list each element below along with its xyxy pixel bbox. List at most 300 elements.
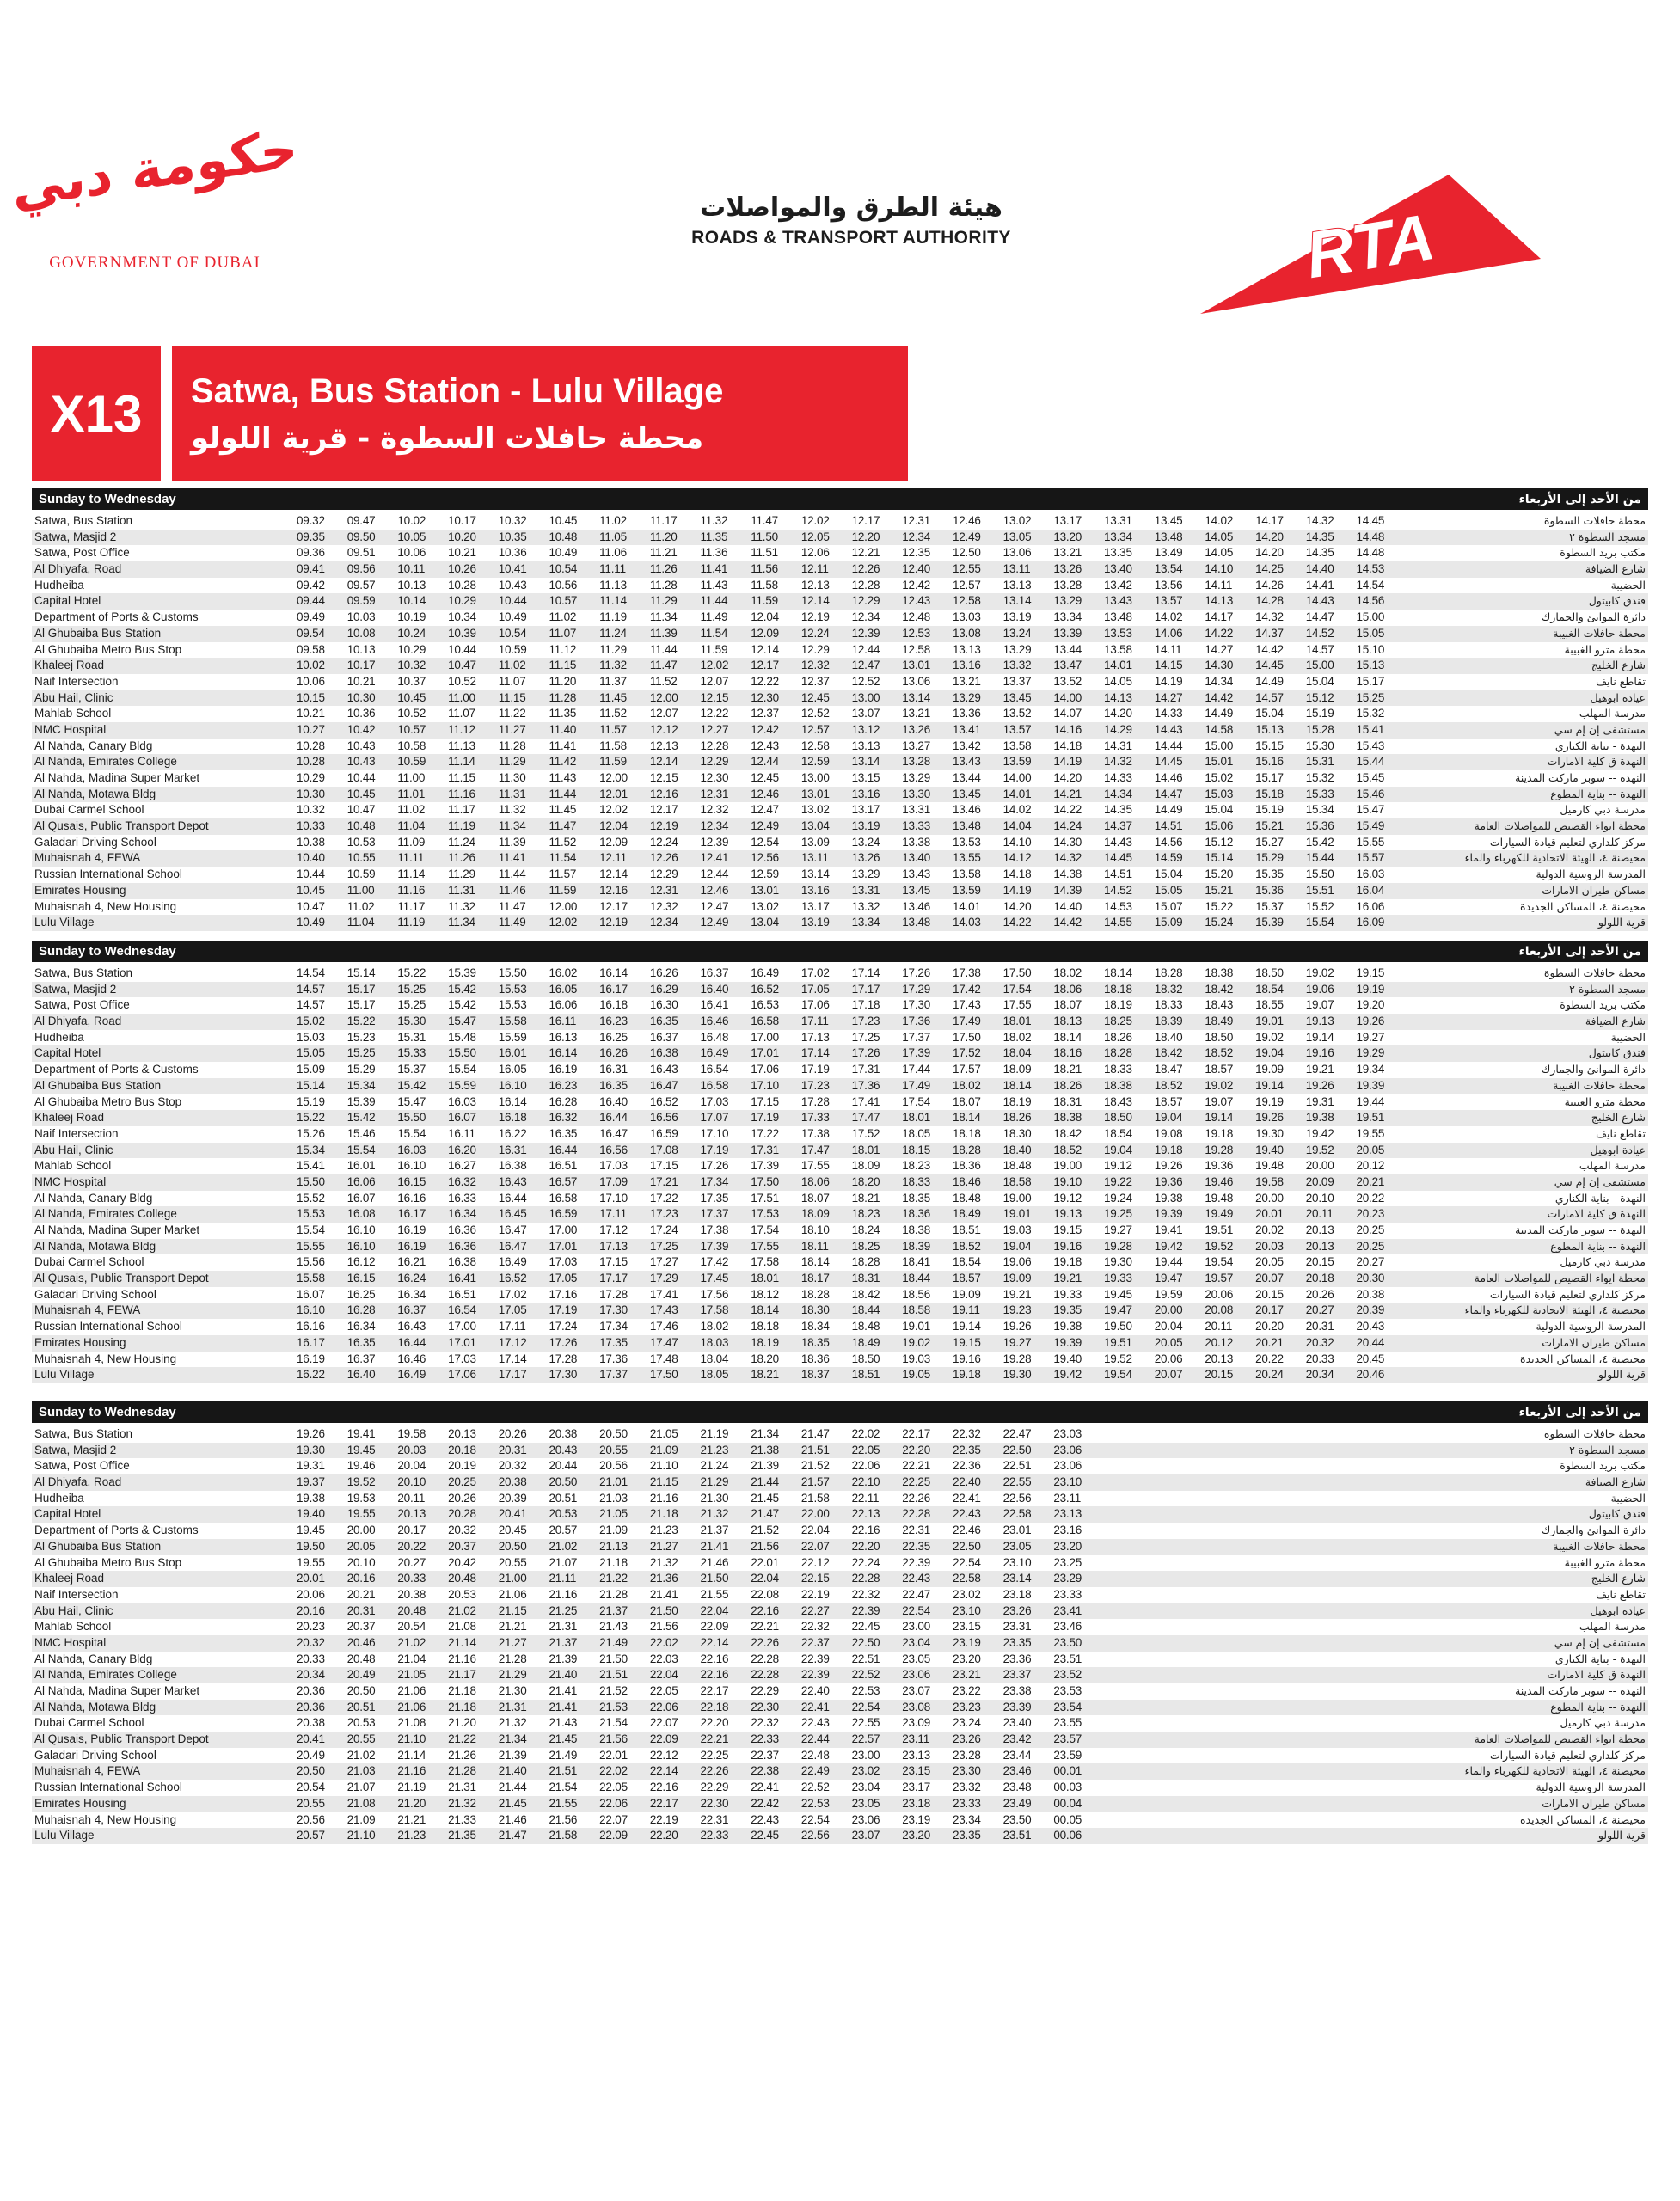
stop-name: Al Ghubaiba Bus Station bbox=[34, 1539, 162, 1553]
departure-time: 10.48 bbox=[346, 819, 376, 833]
departure-time: 19.26 bbox=[1255, 1111, 1284, 1125]
departure-time: 20.27 bbox=[397, 1555, 426, 1569]
departure-time: 15.44 bbox=[1305, 851, 1334, 865]
departure-time: 18.48 bbox=[1002, 1159, 1032, 1173]
departure-time: 21.18 bbox=[649, 1507, 678, 1521]
departure-time: 17.03 bbox=[700, 1094, 729, 1108]
departure-time: 12.05 bbox=[800, 530, 830, 543]
departure-time: 16.48 bbox=[700, 1030, 729, 1044]
departure-time: 21.14 bbox=[397, 1748, 426, 1762]
departure-time: 20.50 bbox=[297, 1764, 325, 1778]
departure-time: 20.33 bbox=[397, 1572, 426, 1585]
departure-time: 23.48 bbox=[1002, 1781, 1032, 1794]
departure-time: 11.17 bbox=[448, 803, 475, 817]
departure-time: 22.07 bbox=[599, 1812, 628, 1826]
departure-time: 10.45 bbox=[397, 690, 426, 704]
departure-time: 18.03 bbox=[700, 1335, 729, 1349]
departure-time: 12.24 bbox=[800, 626, 830, 640]
departure-time: 19.24 bbox=[1104, 1191, 1132, 1205]
stop-name: Galadari Driving School bbox=[34, 835, 156, 849]
departure-time: 12.17 bbox=[649, 803, 678, 817]
departure-time: 10.17 bbox=[448, 514, 476, 527]
departure-time: 13.02 bbox=[1002, 514, 1032, 527]
departure-time: 17.39 bbox=[902, 1046, 931, 1060]
departure-time: 20.36 bbox=[297, 1684, 325, 1697]
departure-time: 15.00 bbox=[1356, 610, 1385, 624]
departure-time: 21.14 bbox=[448, 1635, 476, 1649]
departure-time: 16.07 bbox=[346, 1191, 376, 1205]
stop-name: Al Ghubaiba Metro Bus Stop bbox=[34, 642, 182, 656]
stop-name-arabic: مسجد السطوة ٢ bbox=[1569, 1443, 1646, 1456]
departure-time: 12.35 bbox=[902, 546, 931, 560]
departure-time: 23.26 bbox=[1002, 1603, 1032, 1617]
departure-time: 20.11 bbox=[1205, 1320, 1233, 1333]
departure-time: 14.01 bbox=[1002, 787, 1032, 800]
departure-time: 22.27 bbox=[800, 1603, 830, 1617]
departure-time: 20.13 bbox=[1305, 1239, 1334, 1253]
departure-time: 14.58 bbox=[1205, 722, 1234, 736]
departure-time: 16.49 bbox=[751, 966, 779, 979]
departure-time: 12.11 bbox=[599, 851, 627, 865]
departure-time: 11.29 bbox=[649, 594, 678, 608]
departure-time: 20.32 bbox=[297, 1635, 325, 1649]
departure-time: 16.15 bbox=[346, 1272, 376, 1285]
departure-time: 20.21 bbox=[1356, 1174, 1385, 1188]
departure-time: 22.16 bbox=[851, 1524, 880, 1537]
departure-time: 10.54 bbox=[549, 562, 578, 576]
departure-time: 18.28 bbox=[800, 1287, 830, 1301]
departure-time: 20.38 bbox=[297, 1716, 325, 1730]
day-range-label-arabic: من الأحد إلى الأربعاء bbox=[1518, 1405, 1641, 1419]
departure-time: 20.22 bbox=[397, 1539, 426, 1553]
departure-time: 10.45 bbox=[346, 787, 376, 800]
departure-time: 22.13 bbox=[851, 1507, 880, 1521]
departure-time: 16.37 bbox=[649, 1030, 678, 1044]
departure-time: 15.46 bbox=[1356, 787, 1385, 800]
departure-time: 21.47 bbox=[800, 1427, 830, 1440]
departure-time: 20.02 bbox=[1255, 1223, 1284, 1236]
departure-time: 16.44 bbox=[549, 1143, 578, 1156]
departure-time: 19.11 bbox=[952, 1303, 980, 1317]
departure-time: 15.29 bbox=[1255, 851, 1284, 865]
departure-time: 18.19 bbox=[751, 1335, 779, 1349]
departure-time: 19.16 bbox=[1053, 1239, 1082, 1253]
departure-time: 20.06 bbox=[1154, 1352, 1183, 1365]
departure-time: 17.13 bbox=[599, 1239, 628, 1253]
departure-time: 19.39 bbox=[1154, 1207, 1183, 1221]
stop-name-arabic: عيادة ابوهيل bbox=[1590, 1603, 1646, 1617]
departure-time: 13.24 bbox=[1002, 626, 1032, 640]
departure-time: 18.55 bbox=[1255, 998, 1284, 1012]
departure-time: 22.52 bbox=[800, 1781, 830, 1794]
departure-time: 19.07 bbox=[1205, 1094, 1234, 1108]
departure-time: 11.35 bbox=[549, 707, 577, 720]
departure-time: 22.30 bbox=[700, 1796, 729, 1810]
departure-time: 18.51 bbox=[952, 1223, 981, 1236]
departure-time: 21.28 bbox=[498, 1652, 527, 1665]
stop-name-arabic: شارع الضيافة bbox=[1585, 1475, 1646, 1489]
departure-time: 12.27 bbox=[700, 722, 729, 736]
departure-time: 18.04 bbox=[1002, 1046, 1032, 1060]
departure-time: 16.25 bbox=[346, 1287, 376, 1301]
departure-time: 14.10 bbox=[1002, 835, 1032, 849]
departure-time: 23.06 bbox=[851, 1812, 880, 1826]
departure-time: 21.09 bbox=[346, 1812, 376, 1826]
departure-time: 23.59 bbox=[1053, 1748, 1082, 1762]
departure-time: 13.31 bbox=[851, 883, 880, 897]
departure-time: 19.49 bbox=[1205, 1207, 1234, 1221]
stop-name-arabic: مسجد السطوة ٢ bbox=[1569, 530, 1646, 543]
departure-time: 21.58 bbox=[800, 1491, 830, 1505]
stop-name: Al Nahda, Emirates College bbox=[34, 755, 177, 769]
stop-name-arabic: محطة حافلات الغبيبة bbox=[1553, 1078, 1646, 1092]
departure-time: 10.43 bbox=[346, 739, 376, 752]
departure-time: 13.32 bbox=[1002, 659, 1032, 672]
departure-time: 16.06 bbox=[346, 1174, 376, 1188]
departure-time: 20.05 bbox=[1255, 1255, 1284, 1269]
departure-time: 12.46 bbox=[751, 787, 779, 800]
departure-time: 12.11 bbox=[800, 562, 829, 576]
departure-time: 19.01 bbox=[1002, 1207, 1032, 1221]
departure-time: 13.14 bbox=[902, 690, 931, 704]
departure-time: 15.46 bbox=[346, 1126, 376, 1140]
stop-name-arabic: محطة حافلات السطوة bbox=[1543, 1427, 1646, 1440]
departure-time: 11.01 bbox=[397, 787, 426, 800]
departure-time: 12.39 bbox=[851, 626, 880, 640]
timetable-row bbox=[32, 883, 1648, 899]
departure-time: 22.37 bbox=[800, 1635, 830, 1649]
departure-time: 15.21 bbox=[1205, 883, 1234, 897]
departure-time: 18.57 bbox=[952, 1272, 981, 1285]
departure-time: 13.26 bbox=[1053, 562, 1082, 576]
timetable-row bbox=[32, 513, 1648, 530]
departure-time: 13.21 bbox=[952, 674, 981, 688]
departure-time: 23.11 bbox=[1053, 1491, 1082, 1505]
departure-time: 11.19 bbox=[599, 610, 627, 624]
departure-time: 14.51 bbox=[1154, 819, 1183, 833]
departure-time: 15.42 bbox=[346, 1111, 376, 1125]
stop-name: NMC Hospital bbox=[34, 1635, 107, 1649]
departure-time: 16.57 bbox=[549, 1174, 578, 1188]
departure-time: 19.02 bbox=[1305, 966, 1334, 979]
departure-time: 13.03 bbox=[952, 610, 981, 624]
departure-time: 17.29 bbox=[649, 1272, 678, 1285]
departure-time: 13.02 bbox=[751, 899, 779, 913]
departure-time: 19.21 bbox=[1002, 1287, 1032, 1301]
departure-time: 17.28 bbox=[549, 1352, 578, 1365]
departure-time: 23.38 bbox=[1002, 1684, 1032, 1697]
departure-time: 19.50 bbox=[1104, 1320, 1132, 1333]
departure-time: 18.50 bbox=[851, 1352, 880, 1365]
stop-name-arabic: مدرسة دبي كارميل bbox=[1560, 1716, 1646, 1730]
departure-time: 18.41 bbox=[902, 1255, 931, 1269]
departure-time: 17.56 bbox=[700, 1287, 729, 1301]
timetable-row bbox=[32, 1191, 1648, 1207]
departure-time: 21.13 bbox=[599, 1539, 628, 1553]
timetable-row bbox=[32, 770, 1648, 787]
stop-name-arabic: النهدة -- بناية المطوع bbox=[1550, 1239, 1646, 1253]
departure-time: 17.34 bbox=[700, 1174, 729, 1188]
departure-time: 11.49 bbox=[498, 916, 526, 929]
departure-time: 15.54 bbox=[1305, 916, 1334, 929]
departure-time: 16.35 bbox=[346, 1335, 376, 1349]
departure-time: 15.47 bbox=[448, 1015, 476, 1028]
departure-time: 09.57 bbox=[346, 578, 376, 592]
departure-time: 11.31 bbox=[498, 787, 526, 800]
departure-time: 14.34 bbox=[1104, 787, 1132, 800]
departure-time: 14.11 bbox=[1154, 642, 1182, 656]
departure-time: 20.31 bbox=[498, 1443, 527, 1456]
departure-time: 17.17 bbox=[599, 1272, 628, 1285]
departure-time: 13.05 bbox=[1002, 530, 1032, 543]
departure-time: 17.01 bbox=[448, 1335, 476, 1349]
departure-time: 17.26 bbox=[902, 966, 931, 979]
departure-time: 19.37 bbox=[297, 1475, 325, 1489]
departure-time: 20.55 bbox=[498, 1555, 527, 1569]
departure-time: 13.45 bbox=[952, 787, 981, 800]
departure-time: 11.44 bbox=[498, 868, 526, 881]
departure-time: 23.05 bbox=[1002, 1539, 1032, 1553]
stop-name: Emirates Housing bbox=[34, 1335, 126, 1349]
departure-time: 15.29 bbox=[346, 1063, 376, 1076]
timetable-row bbox=[32, 1367, 1648, 1383]
departure-time: 23.55 bbox=[1053, 1716, 1082, 1730]
departure-time: 21.02 bbox=[549, 1539, 578, 1553]
departure-time: 19.40 bbox=[1255, 1143, 1284, 1156]
departure-time: 13.59 bbox=[952, 883, 981, 897]
departure-time: 09.41 bbox=[297, 562, 325, 576]
departure-time: 15.47 bbox=[1356, 803, 1385, 817]
departure-time: 15.50 bbox=[1305, 868, 1334, 881]
departure-time: 15.05 bbox=[1356, 626, 1385, 640]
departure-time: 14.32 bbox=[1053, 851, 1082, 865]
departure-time: 14.40 bbox=[1305, 562, 1334, 576]
departure-time: 17.14 bbox=[498, 1352, 527, 1365]
departure-time: 13.57 bbox=[1154, 594, 1183, 608]
departure-time: 10.03 bbox=[346, 610, 376, 624]
departure-time: 14.20 bbox=[1255, 546, 1284, 560]
departure-time: 12.49 bbox=[700, 916, 729, 929]
departure-time: 21.49 bbox=[599, 1635, 628, 1649]
departure-time: 14.42 bbox=[1205, 690, 1234, 704]
departure-time: 15.02 bbox=[1205, 771, 1234, 784]
stop-name-arabic: النهدة - بناية الكناري bbox=[1554, 739, 1646, 752]
departure-time: 16.24 bbox=[397, 1272, 426, 1285]
rta-wordmark bbox=[679, 193, 1023, 248]
departure-time: 20.37 bbox=[448, 1539, 476, 1553]
departure-time: 20.26 bbox=[448, 1491, 476, 1505]
departure-time: 11.14 bbox=[599, 594, 627, 608]
departure-time: 14.00 bbox=[1053, 690, 1082, 704]
route-title-box bbox=[172, 346, 908, 481]
departure-time: 11.34 bbox=[498, 819, 526, 833]
departure-time: 12.49 bbox=[952, 530, 981, 543]
departure-time: 15.32 bbox=[1356, 707, 1385, 720]
departure-time: 19.14 bbox=[1305, 1030, 1334, 1044]
departure-time: 18.28 bbox=[1104, 1046, 1132, 1060]
departure-time: 18.26 bbox=[1104, 1030, 1132, 1044]
departure-time: 21.29 bbox=[498, 1668, 527, 1682]
departure-time: 15.20 bbox=[1205, 868, 1234, 881]
stop-name: Al Nahda, Canary Bldg bbox=[34, 1191, 153, 1205]
departure-time: 22.32 bbox=[851, 1587, 880, 1601]
timetable-row bbox=[32, 1523, 1648, 1539]
departure-time: 10.02 bbox=[297, 659, 325, 672]
timetable-row bbox=[32, 1045, 1648, 1062]
departure-time: 23.33 bbox=[952, 1796, 981, 1810]
departure-time: 13.17 bbox=[851, 803, 880, 817]
stop-name: Department of Ports & Customs bbox=[34, 1524, 199, 1537]
departure-time: 11.50 bbox=[751, 530, 778, 543]
departure-time: 22.29 bbox=[751, 1684, 779, 1697]
departure-time: 15.14 bbox=[346, 966, 376, 979]
departure-time: 16.58 bbox=[751, 1015, 779, 1028]
departure-time: 20.17 bbox=[1255, 1303, 1284, 1317]
departure-time: 19.30 bbox=[1104, 1255, 1132, 1269]
timetable-row bbox=[32, 787, 1648, 803]
departure-time: 15.19 bbox=[297, 1094, 325, 1108]
departure-time: 20.32 bbox=[448, 1524, 476, 1537]
departure-time: 21.56 bbox=[599, 1732, 628, 1746]
departure-time: 20.55 bbox=[599, 1443, 628, 1456]
departure-time: 21.05 bbox=[397, 1668, 426, 1682]
timetable-row bbox=[32, 802, 1648, 818]
timetable-row bbox=[32, 706, 1648, 722]
timetable-row bbox=[32, 1458, 1648, 1474]
departure-time: 17.44 bbox=[902, 1063, 931, 1076]
departure-time: 19.58 bbox=[1255, 1174, 1284, 1188]
departure-time: 18.48 bbox=[952, 1191, 981, 1205]
stop-name-arabic: دائرة الموانئ والجمارك bbox=[1541, 1524, 1646, 1537]
departure-time: 12.02 bbox=[549, 916, 578, 929]
departure-time: 20.28 bbox=[448, 1507, 476, 1521]
stop-name: Russian International School bbox=[34, 868, 182, 881]
departure-time: 17.51 bbox=[751, 1191, 779, 1205]
departure-time: 14.10 bbox=[1205, 562, 1234, 576]
departure-time: 19.54 bbox=[1104, 1368, 1132, 1382]
departure-time: 17.45 bbox=[700, 1272, 729, 1285]
departure-time: 15.39 bbox=[448, 966, 476, 979]
rta-logo-icon bbox=[1198, 172, 1543, 316]
departure-time: 21.27 bbox=[498, 1635, 527, 1649]
departure-time: 22.06 bbox=[649, 1700, 678, 1714]
departure-time: 10.58 bbox=[397, 739, 426, 752]
departure-time: 22.10 bbox=[851, 1475, 880, 1489]
departure-time: 23.10 bbox=[1002, 1555, 1032, 1569]
departure-time: 21.52 bbox=[800, 1459, 830, 1473]
stop-name-arabic: مستشفى إن إم سي bbox=[1554, 1635, 1646, 1649]
departure-time: 13.52 bbox=[1053, 674, 1082, 688]
departure-time: 12.19 bbox=[599, 916, 628, 929]
departure-time: 22.20 bbox=[700, 1716, 729, 1730]
departure-time: 15.39 bbox=[346, 1094, 376, 1108]
departure-time: 17.58 bbox=[700, 1303, 729, 1317]
departure-time: 20.13 bbox=[1205, 1352, 1234, 1365]
departure-time: 22.47 bbox=[902, 1587, 931, 1601]
stop-name-arabic: محطة حافلات السطوة bbox=[1543, 514, 1646, 527]
departure-time: 20.10 bbox=[397, 1475, 426, 1489]
departure-time: 23.35 bbox=[952, 1829, 981, 1842]
departure-time: 20.31 bbox=[1305, 1320, 1334, 1333]
departure-time: 20.53 bbox=[346, 1716, 376, 1730]
departure-time: 22.49 bbox=[800, 1764, 830, 1778]
departure-time: 13.49 bbox=[1154, 546, 1183, 560]
departure-time: 10.21 bbox=[297, 707, 325, 720]
departure-time: 22.15 bbox=[800, 1572, 830, 1585]
departure-time: 15.13 bbox=[1356, 659, 1385, 672]
departure-time: 19.19 bbox=[1255, 1094, 1284, 1108]
departure-time: 14.43 bbox=[1154, 722, 1183, 736]
departure-time: 23.09 bbox=[902, 1716, 931, 1730]
departure-time: 14.30 bbox=[1053, 835, 1082, 849]
departure-time: 16.14 bbox=[549, 1046, 578, 1060]
departure-time: 12.47 bbox=[851, 659, 880, 672]
departure-time: 12.16 bbox=[599, 883, 628, 897]
departure-time: 23.03 bbox=[1053, 1427, 1082, 1440]
timetable-row bbox=[32, 1094, 1648, 1111]
departure-time: 19.09 bbox=[1002, 1272, 1032, 1285]
departure-time: 13.48 bbox=[952, 819, 981, 833]
departure-time: 22.26 bbox=[700, 1764, 729, 1778]
departure-time: 18.06 bbox=[1053, 982, 1082, 996]
departure-time: 14.16 bbox=[1053, 722, 1082, 736]
departure-time: 21.01 bbox=[599, 1475, 628, 1489]
departure-time: 20.26 bbox=[1305, 1287, 1334, 1301]
stop-name: Muhaisnah 4, FEWA bbox=[34, 1303, 141, 1317]
departure-time: 19.58 bbox=[397, 1427, 426, 1440]
departure-time: 22.30 bbox=[751, 1700, 779, 1714]
departure-time: 12.44 bbox=[751, 755, 779, 769]
departure-time: 20.16 bbox=[346, 1572, 376, 1585]
departure-time: 21.10 bbox=[649, 1459, 678, 1473]
stop-name: Al Dhiyafa, Road bbox=[34, 1015, 122, 1028]
timetable-section-evening bbox=[32, 1401, 1648, 1844]
departure-time: 11.43 bbox=[549, 771, 577, 784]
departure-time: 16.19 bbox=[397, 1223, 426, 1236]
departure-time: 23.15 bbox=[902, 1764, 931, 1778]
stop-name: Hudheiba bbox=[34, 578, 84, 592]
government-of-dubai-logo bbox=[10, 86, 299, 249]
departure-time: 17.34 bbox=[599, 1320, 628, 1333]
stop-name-arabic: مكتب بريد السطوة bbox=[1560, 998, 1646, 1012]
departure-time: 21.18 bbox=[448, 1700, 476, 1714]
departure-time: 14.01 bbox=[952, 899, 981, 913]
departure-time: 15.04 bbox=[1305, 674, 1334, 688]
departure-time: 20.22 bbox=[1356, 1191, 1385, 1205]
departure-time: 22.45 bbox=[851, 1620, 880, 1634]
departure-time: 11.58 bbox=[751, 578, 778, 592]
stop-name-arabic: محيصنة ٤، المساكن الجديدة bbox=[1520, 1352, 1646, 1365]
departure-time: 14.32 bbox=[1305, 514, 1334, 527]
departure-time: 20.46 bbox=[346, 1635, 376, 1649]
departure-time: 11.20 bbox=[649, 530, 678, 543]
stop-name: Muhaisnah 4, New Housing bbox=[34, 1352, 177, 1365]
departure-time: 13.32 bbox=[851, 899, 880, 913]
departure-time: 12.34 bbox=[851, 610, 880, 624]
departure-time: 17.54 bbox=[1002, 982, 1032, 996]
departure-time: 21.56 bbox=[549, 1812, 578, 1826]
stop-name: Russian International School bbox=[34, 1781, 182, 1794]
departure-time: 12.00 bbox=[649, 690, 678, 704]
departure-time: 22.17 bbox=[902, 1427, 931, 1440]
departure-time: 22.36 bbox=[952, 1459, 981, 1473]
departure-time: 16.40 bbox=[599, 1094, 628, 1108]
departure-time: 19.35 bbox=[1053, 1303, 1082, 1317]
departure-time: 21.41 bbox=[700, 1539, 729, 1553]
departure-time: 16.07 bbox=[448, 1111, 476, 1125]
departure-time: 21.41 bbox=[649, 1587, 678, 1601]
departure-time: 11.02 bbox=[346, 899, 375, 913]
